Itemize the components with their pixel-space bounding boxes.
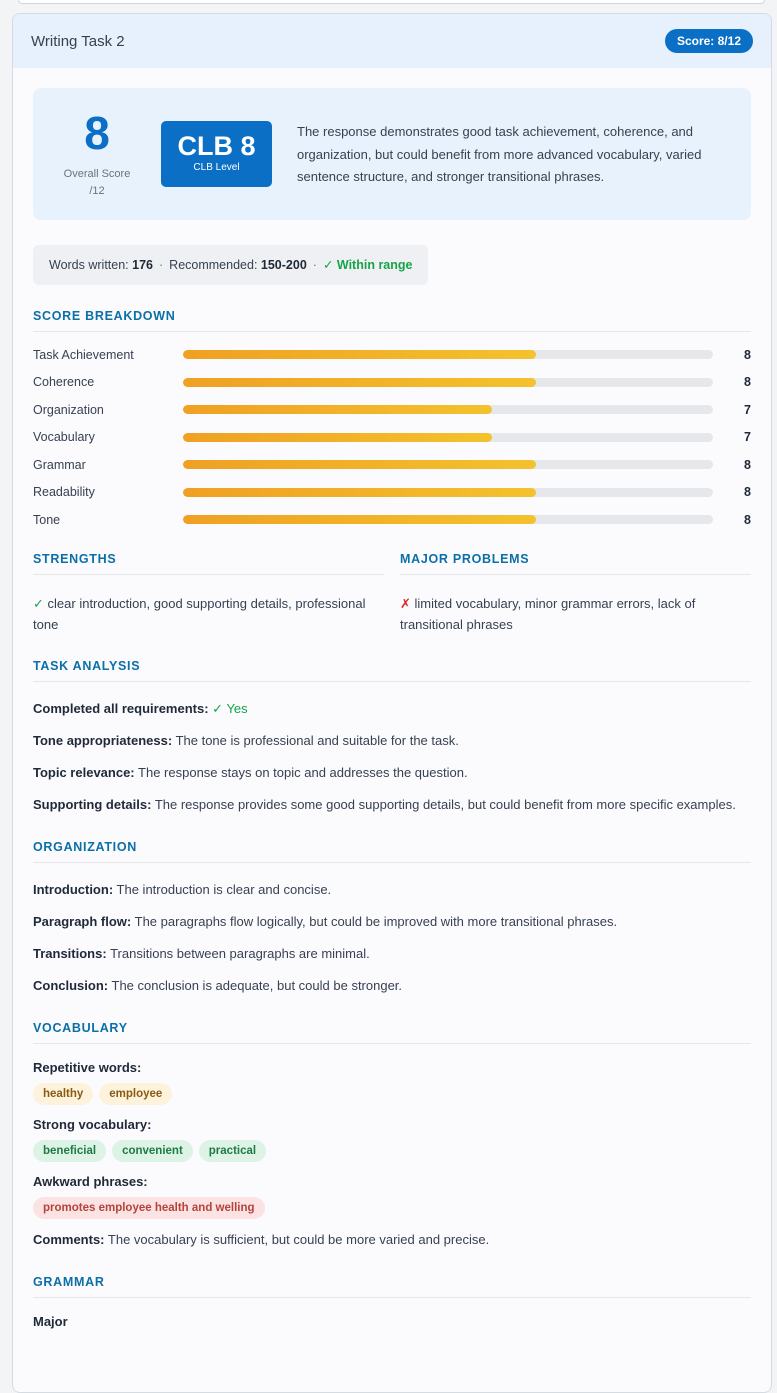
words-written-value: 176 — [132, 258, 153, 272]
cross-icon: ✗ — [400, 595, 411, 611]
section-title-score-breakdown: SCORE BREAKDOWN — [33, 309, 751, 332]
repetitive-words-label: Repetitive words: — [33, 1059, 142, 1075]
score-bar-track — [183, 378, 713, 387]
section-title-organization: ORGANIZATION — [33, 840, 751, 863]
score-label: Tone — [33, 512, 61, 527]
score-bar-fill — [183, 488, 536, 497]
score-bar-fill — [183, 350, 536, 359]
score-bar-track — [183, 350, 713, 359]
score-value: 8 — [744, 485, 751, 500]
previous-card-edge — [18, 0, 765, 4]
summary-panel — [33, 88, 751, 220]
introduction-row: Introduction: The introduction is clear and concise. — [33, 881, 332, 897]
strengths-text: ✓ clear introduction, good supporting details, professional tone — [33, 595, 366, 632]
score-bar-fill — [183, 515, 536, 524]
score-row — [33, 506, 751, 534]
score-row — [33, 396, 751, 424]
score-label: Readability — [33, 485, 95, 500]
score-bar-fill — [183, 405, 492, 414]
score-bar-fill — [183, 460, 536, 469]
awkward-phrases-label: Awkward phrases: — [33, 1173, 148, 1189]
clb-level-badge — [161, 121, 272, 187]
score-row — [33, 451, 751, 479]
paragraph-flow-row: Paragraph flow: The paragraphs flow logically, but could be improved with more transitional phrases. — [33, 913, 618, 929]
clb-level-value: CLB 8 — [177, 131, 256, 161]
score-bar-fill — [183, 378, 536, 387]
repetitive-words-chips — [33, 1083, 751, 1105]
word-range-status: ✓ Within range — [322, 258, 413, 272]
repetitive-word-chip: healthy — [33, 1083, 93, 1105]
score-label: Coherence — [33, 375, 95, 390]
score-label: Task Achievement — [33, 347, 134, 362]
problems-text: ✗ limited vocabulary, minor grammar errors, lack of transitional phrases — [400, 595, 696, 632]
score-value: 7 — [744, 402, 751, 417]
writing-task-card — [12, 13, 772, 1393]
score-bar-track — [183, 433, 713, 442]
vocabulary-section — [33, 1021, 751, 1251]
score-label: Vocabulary — [33, 430, 95, 445]
score-breakdown — [33, 309, 751, 534]
score-value: 8 — [744, 512, 751, 527]
overall-score-value: 8 — [84, 107, 110, 159]
summary-text: The response demonstrates good task achievement, coherence, and organization, but could benefit from more advanced vocabulary, varied sentence structure, and stronger transitional phrases. — [297, 124, 702, 184]
score-value: 8 — [744, 347, 751, 362]
check-icon: ✓ — [33, 595, 44, 611]
organization-section — [33, 840, 751, 997]
section-title-vocabulary: VOCABULARY — [33, 1021, 751, 1044]
topic-row: Topic relevance: The response stays on topic and addresses the question. — [33, 764, 468, 780]
task-analysis-section — [33, 659, 751, 816]
score-bar-track — [183, 405, 713, 414]
transitions-row: Transitions: Transitions between paragraphs are minimal. — [33, 945, 370, 961]
section-title-major-problems: MAJOR PROBLEMS — [400, 552, 751, 575]
completed-requirements-row: Completed all requirements: ✓ Yes — [33, 700, 248, 716]
repetitive-word-chip: employee — [99, 1083, 172, 1105]
score-row — [33, 479, 751, 507]
awkward-phrases-chips — [33, 1197, 751, 1219]
card-title: Writing Task 2 — [31, 32, 125, 50]
score-row — [33, 424, 751, 452]
score-row — [33, 341, 751, 369]
card-header — [13, 14, 771, 68]
score-bar-fill — [183, 433, 492, 442]
score-badge: Score: 8/12 — [665, 29, 753, 53]
conclusion-row: Conclusion: The conclusion is adequate, but could be stronger. — [33, 977, 403, 993]
overall-score-label: Overall Score /12 — [63, 168, 131, 197]
supporting-details-row: Supporting details: The response provides some good supporting details, but could benefit from more specific examples. — [33, 796, 736, 812]
clb-level-label: CLB Level — [193, 162, 240, 173]
section-title-task-analysis: TASK ANALYSIS — [33, 659, 751, 682]
strong-vocabulary-chips — [33, 1140, 751, 1162]
score-bar-track — [183, 515, 713, 524]
strengths-section — [33, 552, 384, 635]
score-value: 8 — [744, 457, 751, 472]
strong-word-chip: practical — [199, 1140, 266, 1162]
score-bar-track — [183, 460, 713, 469]
awkward-phrase-chip: promotes employee health and welling — [33, 1197, 265, 1219]
strong-vocabulary-label: Strong vocabulary: — [33, 1116, 152, 1132]
vocabulary-comments-row: Comments: The vocabulary is sufficient, but could be more varied and precise. — [33, 1231, 490, 1247]
strong-word-chip: beneficial — [33, 1140, 106, 1162]
score-bar-track — [183, 488, 713, 497]
score-value: 8 — [744, 375, 751, 390]
overall-score — [33, 88, 161, 200]
tone-row: Tone appropriateness: The tone is professional and suitable for the task. — [33, 732, 459, 748]
score-label: Grammar — [33, 457, 86, 472]
major-problems-section — [400, 552, 751, 635]
word-count-info: Words written: 176 · Recommended: 150-200 · ✓ Within range — [33, 245, 428, 285]
grammar-major-label: Major — [33, 1313, 68, 1329]
section-title-strengths: STRENGTHS — [33, 552, 384, 575]
score-value: 7 — [744, 430, 751, 445]
score-label: Organization — [33, 402, 104, 417]
score-row — [33, 369, 751, 397]
grammar-section — [33, 1275, 751, 1329]
section-title-grammar: GRAMMAR — [33, 1275, 751, 1298]
strong-word-chip: convenient — [112, 1140, 193, 1162]
recommended-range-value: 150-200 — [260, 258, 307, 272]
